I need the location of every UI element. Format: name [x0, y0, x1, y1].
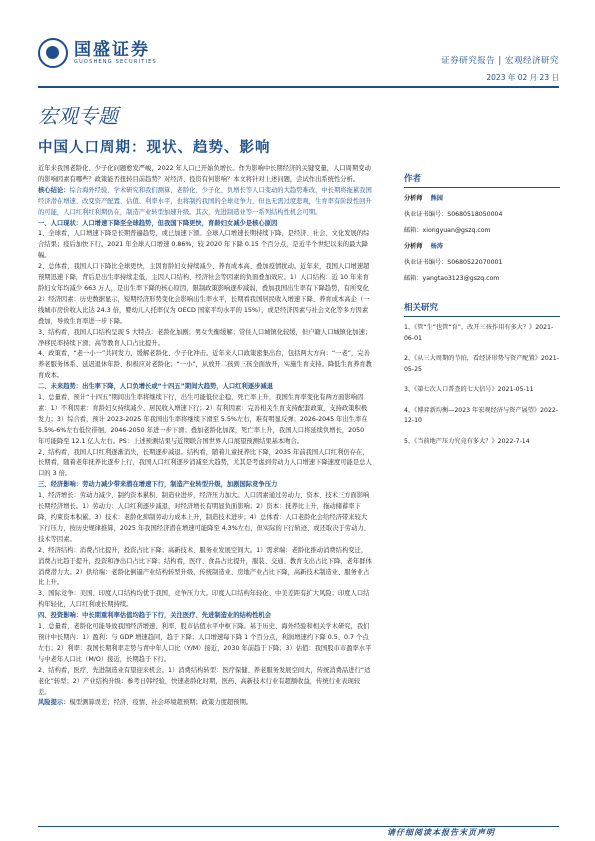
core-label: 核心结论：: [38, 186, 70, 194]
related-item[interactable]: 1、《管“生”也管“育”，改开三孩作用有多大？》2021-06-01: [404, 324, 554, 342]
s2-para-2: 2、结构看，我国人口红利逐渐消失，长期逐步减退。结构看，随着儿童抚养比下降，2035 年前我国人口红利仍存在，长期看，随着老年抚养比逐步上行，我国人口红利逐步消减至大趋势，尤其是考虑到劳动力人口增速下降速度可能是总人口的 3 倍。: [38, 448, 372, 478]
s4-para-2: 2、结构看，医疗、先进制造业有望迎来机会。1）消费结构转型：医疗保健、养老服务发展空间大，传统消费品进行“适老化”转型；2）产业结构升级：参考日韩经验，快速老龄化时期，医药、高新技术行业有超额收益，传统行业表现较差。: [38, 666, 371, 696]
author-role: 分析师: [404, 243, 423, 250]
section-4-heading: 四、投资影响：中长期重利率估值均趋于下行，关注医疗、先进制造业的结构性机会: [38, 612, 271, 620]
author-cert: 执业证书编号：S0680518050004: [404, 211, 503, 218]
s1-para-3: 3、结构看，我国人口结构呈现 5 大特点：老龄化加剧；男女失衡缓解；常住人口城镇化较缓，但户籍人口城镇化加速；净移民率持续下滑；高等教育人口占比提升。: [38, 328, 372, 347]
related-heading: 相关研究: [404, 301, 560, 317]
s1-para-1: 1、全球看，人口增速下降是长期普遍趋势，或已加速下滑。全球人口增速长期持续下降，是经济、社会、文化发展的综合结果；疫后加快下行。2021 年全球人口增速 0.86%，较 2020 年下降 0.15 个百分点，是近半个世纪以来的最大降幅。: [38, 230, 370, 260]
brand-logo: [38, 38, 157, 68]
author-1: [404, 194, 560, 235]
section-3-heading: 三、经济影响：劳动力减少带来潜在增速下行，制造产业转型升级，加剧国际竞争压力: [38, 481, 278, 489]
s3-para-1: 1、经济增长：劳动力减少、制约资本累积、制造业进步，经济压力加大。人口因素通过劳动力、资本、技术三方面影响长期经济增长。1）劳动力：人口红利逐步减退，对经济增长有明显负面影响；2）资本：抚养比上升，拖动储蓄率下降，约束资本积累。3）技术：老龄化抑制劳动力成本上升，制造技术进步；4）总体看：人口老龄化会给经济带来较大下行压力，按历史规律推算，2025 年我国经济潜在增速可能降至 4.3%左右，但实际的下行轨迹、或还取决于劳动力、技术等因素。: [38, 492, 370, 543]
section-2-heading: 二、未来趋势：出生率下降，人口负增长或“十四五”期间大趋势，人口红利逐步减退: [38, 383, 273, 391]
related-research: [404, 301, 560, 447]
author-email[interactable]: 邮箱：xiongyuan@gszq.com: [404, 227, 491, 234]
related-item[interactable]: 4、《博弈新均衡—2023 年宏观经济与资产展望》2022-12-10: [404, 406, 559, 424]
authors-heading: 作者: [404, 172, 560, 188]
s1-para-2a: 2、总体看，我国人口下降比全球更快，主因育龄妇女持续减少、养育成本高、叠加疫情扰动。近年来，我国人口增速超预期迅速下降，背后是出生率持续走低，主因人口结构、经济社会等因素的负面叠加效应。: [38, 263, 370, 282]
section-1-heading: 一、人口现状：人口增速下降至全球趋势，但我国下降更快，育龄妇女减少是核心原因: [38, 219, 278, 227]
core-paragraph: [38, 186, 372, 219]
section-title: 宏观专题: [38, 104, 118, 128]
author-role: 分析师: [404, 195, 423, 202]
header-divider: [38, 86, 559, 88]
intro-paragraph: 近年来我国老龄化、少子化问题愈发严峻，2022 年人口已开始负增长。作为影响中长期经济的关键变量，人口周期变动的影响因素有哪些？政策能否扭转目前趋势？对经济、投资有何影响？本文将针对上述问题，尝试作出系统性分析。: [38, 165, 371, 183]
report-date: 2023 年 02 月 23 日: [486, 73, 559, 82]
s1-para-2b: 1）人口结构：近 10 年来育龄妇女年均减少 663 万人，是出生率下降的核心原因，限制政策影响逐步减弱，叠加我国出生率有下降趋势，有所变化: [38, 274, 369, 292]
s2-para-1: 1、总量看，预计“十四五”期间出生率将继续下行，出生可能低位企稳，死亡率上升，我国生育率变化有两方面影响因素：1）不利因素：育龄妇女持续减少、居民收入增速下行；2）有利因素：完善相关生育支持配套政策，支持政策积极发力；3）综合看，预计 2023-2025 年我国出生率将继续下滑至 5.5%左右，难有明显反弹；2026-2045 年出生率在 5.5%-6%左右低位徘徊，2046-2050 年进一步下滑；叠加老龄化加深，死亡率上升，我国人口将延续负增长，2050 年可能降至 12.1 亿人左右。PS：上述预测结果与近期联合国世界人口展望预测结果基本吻合。: [38, 394, 368, 445]
s4-para-1: 1、总量看，老龄化可能导致我国经济增速、利率、股市估值水平中枢下降。基于历史、海外经验和相关学术研究，我们预计中长期内：1）盈利：与 GDP 增速趋同，趋于下降；人口增速每下降 1 个百分点，利润增速约下降 0.5、0.7 个点左右；2）利率：我国长期利率走势与青中年人口比（Y/M）接近，2030 年前趋于下降；3）估值：我国股市市盈率水平与中老年人口比（M/O）接近，长期趋于下行。: [38, 623, 372, 663]
author-2: [404, 242, 560, 283]
footer-disclaimer: 请仔细阅读本报告末页声明: [387, 828, 495, 837]
related-item[interactable]: 2、《从三大周期的节拍，看经济形势与资产配置》2021-05-25: [404, 355, 559, 373]
s1-para-2: [38, 262, 372, 327]
core-text: 综合海外经验、学术研究和我们测算，老龄化、少子化、负增长等人口变动的大趋势难改，中长期将拖累我国经济潜在增速、改变资产配置、估值、利率水平，也将制约我国的全球竞争力，但也无需过度悲观，生育率有阶段性回升的可能，人口红利红利期仍在，制造产业转型加速升级。其次，先进制造业等一系列结构性机会可期。: [38, 186, 372, 216]
related-item[interactable]: 3、《第七次人口普查的七大信号》2021-05-11: [404, 386, 534, 393]
s1-para-2c: 2）经济因素：历史数据显示，短期经济形势变化会影响出生率水平，长期看我国居民收入增速下降、养育成本高企（一线城市房价收入比达 24.3 倍，婴幼儿人托率仅为 OECD 国家平均水平的 15%），或是经济因素与社会文化等多方因素叠加，导致生育率进一步下降。: [38, 295, 370, 325]
risk-text: 模型测算误差；经济、疫情、社会环境超预期；政策力度超预期。: [69, 699, 253, 707]
s3-para-3: 3、国际竞争：美国、印度人口结构均优于我国，竞争压力大。印度人口结构年轻化、中美差距有扩大风险；印度人口结构年轻化，人口红利或长期持续。: [38, 590, 370, 609]
document-title: 中国人口周期：现状、趋势、影响: [38, 139, 271, 156]
author-email[interactable]: 邮箱：yangtao3123@gszq.com: [404, 275, 500, 282]
s1-para-4: 4、政策看，“老一小一”共同发力，缓解老龄化、少子化冲击。近年来人口政策密集出台，包括两大方向：“一老”，完善养老服务体系、延迟退休年龄、积极应对老龄化；“一小”，从放开二孩到三孩全面放开，实施生育支持。降低生育养育教育成本。: [38, 350, 372, 380]
header-meta: [441, 54, 559, 83]
logo-icon: [38, 38, 68, 68]
risk-paragraph: [38, 698, 372, 709]
risk-label: 风险提示：: [38, 699, 70, 707]
sidebar: [404, 172, 560, 457]
logo-en-text: GUOSHENG SECURITIES: [74, 59, 157, 65]
related-item[interactable]: 5、《当前地产压力究竟有多大？》2022-7-14: [404, 437, 530, 445]
author-cert: 执业证书编号：S0680522070001: [404, 259, 503, 266]
report-tag: 证券研究报告 | 宏观经济研究: [441, 56, 559, 66]
author-name: 熊园: [430, 195, 443, 202]
logo-cn-text: 国盛证券: [74, 40, 150, 60]
main-column: [38, 164, 372, 709]
author-name: 杨涛: [430, 243, 443, 250]
s3-para-2: 2、经济结构：消费占比提升，投资占比下降；高新技术、服务业发展空间大。1）需求端：老龄化推动消费结构变迁，消费占比趋于提升，投资和净出口占比下降；结构看，医疗、食品占比提升，服装、交通、教育支出占比下降，老年群体消费潜力大。2）供给端：老龄化倒逼产业结构转型升级，传统制造业、房地产业占比下降，高新技术制造业、服务业占比上升。: [38, 546, 372, 587]
